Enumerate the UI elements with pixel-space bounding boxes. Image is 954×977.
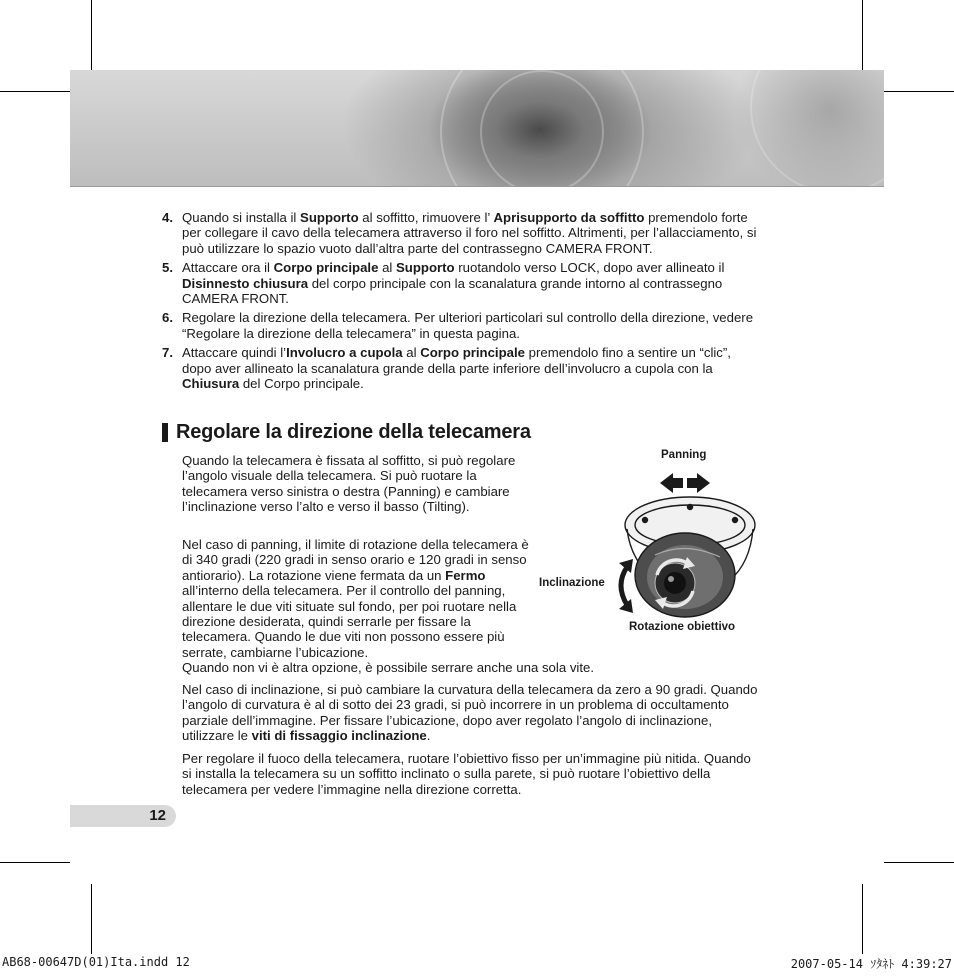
list-number: 6. <box>162 310 173 326</box>
header-banner <box>70 70 884 187</box>
crop-mark <box>884 862 954 863</box>
footer-timestamp: 2007-05-14 ｿﾀﾈﾄ 4:39:27 <box>790 957 952 971</box>
paragraph-focus: Per regolare il fuoco della telecamera, ruotare l’obiettivo fisso per un’immagine più nitida. Quando si installa la telecamera su un soffitto inclinato o sulla parete, si può ruotare l’obiettivo della telecamera per vedere l’immagine nella direzione corretta. <box>182 751 751 797</box>
section-bar-icon <box>162 423 168 442</box>
section-title: Regolare la direzione della telecamera <box>162 421 531 444</box>
crop-mark <box>884 91 954 92</box>
list-item: 7. Attaccare quindi l’Involucro a cupola al Corpo principale premendolo fino a sentire un “clic”, dopo aver allineato la scanalatura grande della parte inferiore dell’involucro a cupola con la Chiusura del Corpo principale. <box>162 345 731 392</box>
paragraph-panning: Nel caso di panning, il limite di rotazione della telecamera è di 340 gradi (220 gradi in senso orario e 120 gradi in senso antiorario). La rotazione viene fermata da un Fermo all’interno della telecamera. Per il controllo del panning, allentare le due viti situate sul fondo, per poi ruotare nella direzione desiderata, quindi serrarle per fissare la telecamera. Quando le due viti non possono essere più serrate, cambiarne l’ubicazione. <box>182 537 529 660</box>
camera-direction-figure <box>535 445 760 645</box>
footer-file-info: AB68-00647D(01)Ita.indd 12 <box>2 955 190 969</box>
list-number: 5. <box>162 260 173 276</box>
inclinazione-label: Inclinazione <box>539 577 605 589</box>
paragraph-panning-end: Quando non vi è altra opzione, è possibile serrare anche una sola vite. <box>182 660 594 675</box>
crop-mark <box>862 884 863 954</box>
page-number-tab <box>70 805 176 827</box>
crop-mark <box>0 91 70 92</box>
crop-mark <box>862 0 863 70</box>
tilt-arrow-icon <box>619 559 633 613</box>
panning-label: Panning <box>661 449 707 461</box>
instruction-list <box>162 210 762 395</box>
list-item: 4. Quando si installa il Supporto al soffitto, rimuovere l’ Aprisupporto da soffitto premendolo forte per collegare il cavo della telecamera attraverso il foro nel soffitto. Altrimenti, per l’allacciamento, si può utilizzare lo spazio vuoto dall’altra parte del contrassegno CAMERA FRONT. <box>162 210 757 256</box>
list-item: 6. Regolare la direzione della telecamera. Per ulteriori particolari sul controllo della direzione, vedere “Regolare la direzione della telecamera” in questa pagina. <box>162 310 754 341</box>
list-number: 4. <box>162 210 173 225</box>
crop-mark <box>91 884 92 954</box>
paragraph-intro: Quando la telecamera è fissata al soffitto, si può regolare l’angolo visuale della telecamera. Si può ruotare la telecamera verso sinistra o destra (Panning) e cambiare l’inclinazione verso l’alto e verso il basso (Tilting). <box>182 453 516 515</box>
paragraph-tilting: Nel caso di inclinazione, si può cambiare la curvatura della telecamera da zero a 90 gradi. Quando l’angolo di curvatura è al di sotto dei 23 gradi, si può incorrere in un problema di occultamento parziale dell’immagine. Per fissare l’ubicazione, dopo aver regolato l’angolo di inclinazione, utilizzare le viti di fissaggio inclinazione. <box>182 682 758 744</box>
dome-camera-illustration <box>535 445 760 645</box>
crop-mark <box>91 0 92 70</box>
page-number: 12 <box>149 807 166 824</box>
list-item: 5. Attaccare ora il Corpo principale al Supporto ruotandolo verso LOCK, dopo aver allineato il Disinnesto chiusura del corpo principale con la scanalatura grande intorno al contrassegno CAMERA FRONT. <box>162 260 725 307</box>
crop-mark <box>0 862 70 863</box>
rotazione-label: Rotazione obiettivo <box>629 621 736 633</box>
list-number: 7. <box>162 345 173 361</box>
panning-arrows-icon <box>660 473 710 493</box>
